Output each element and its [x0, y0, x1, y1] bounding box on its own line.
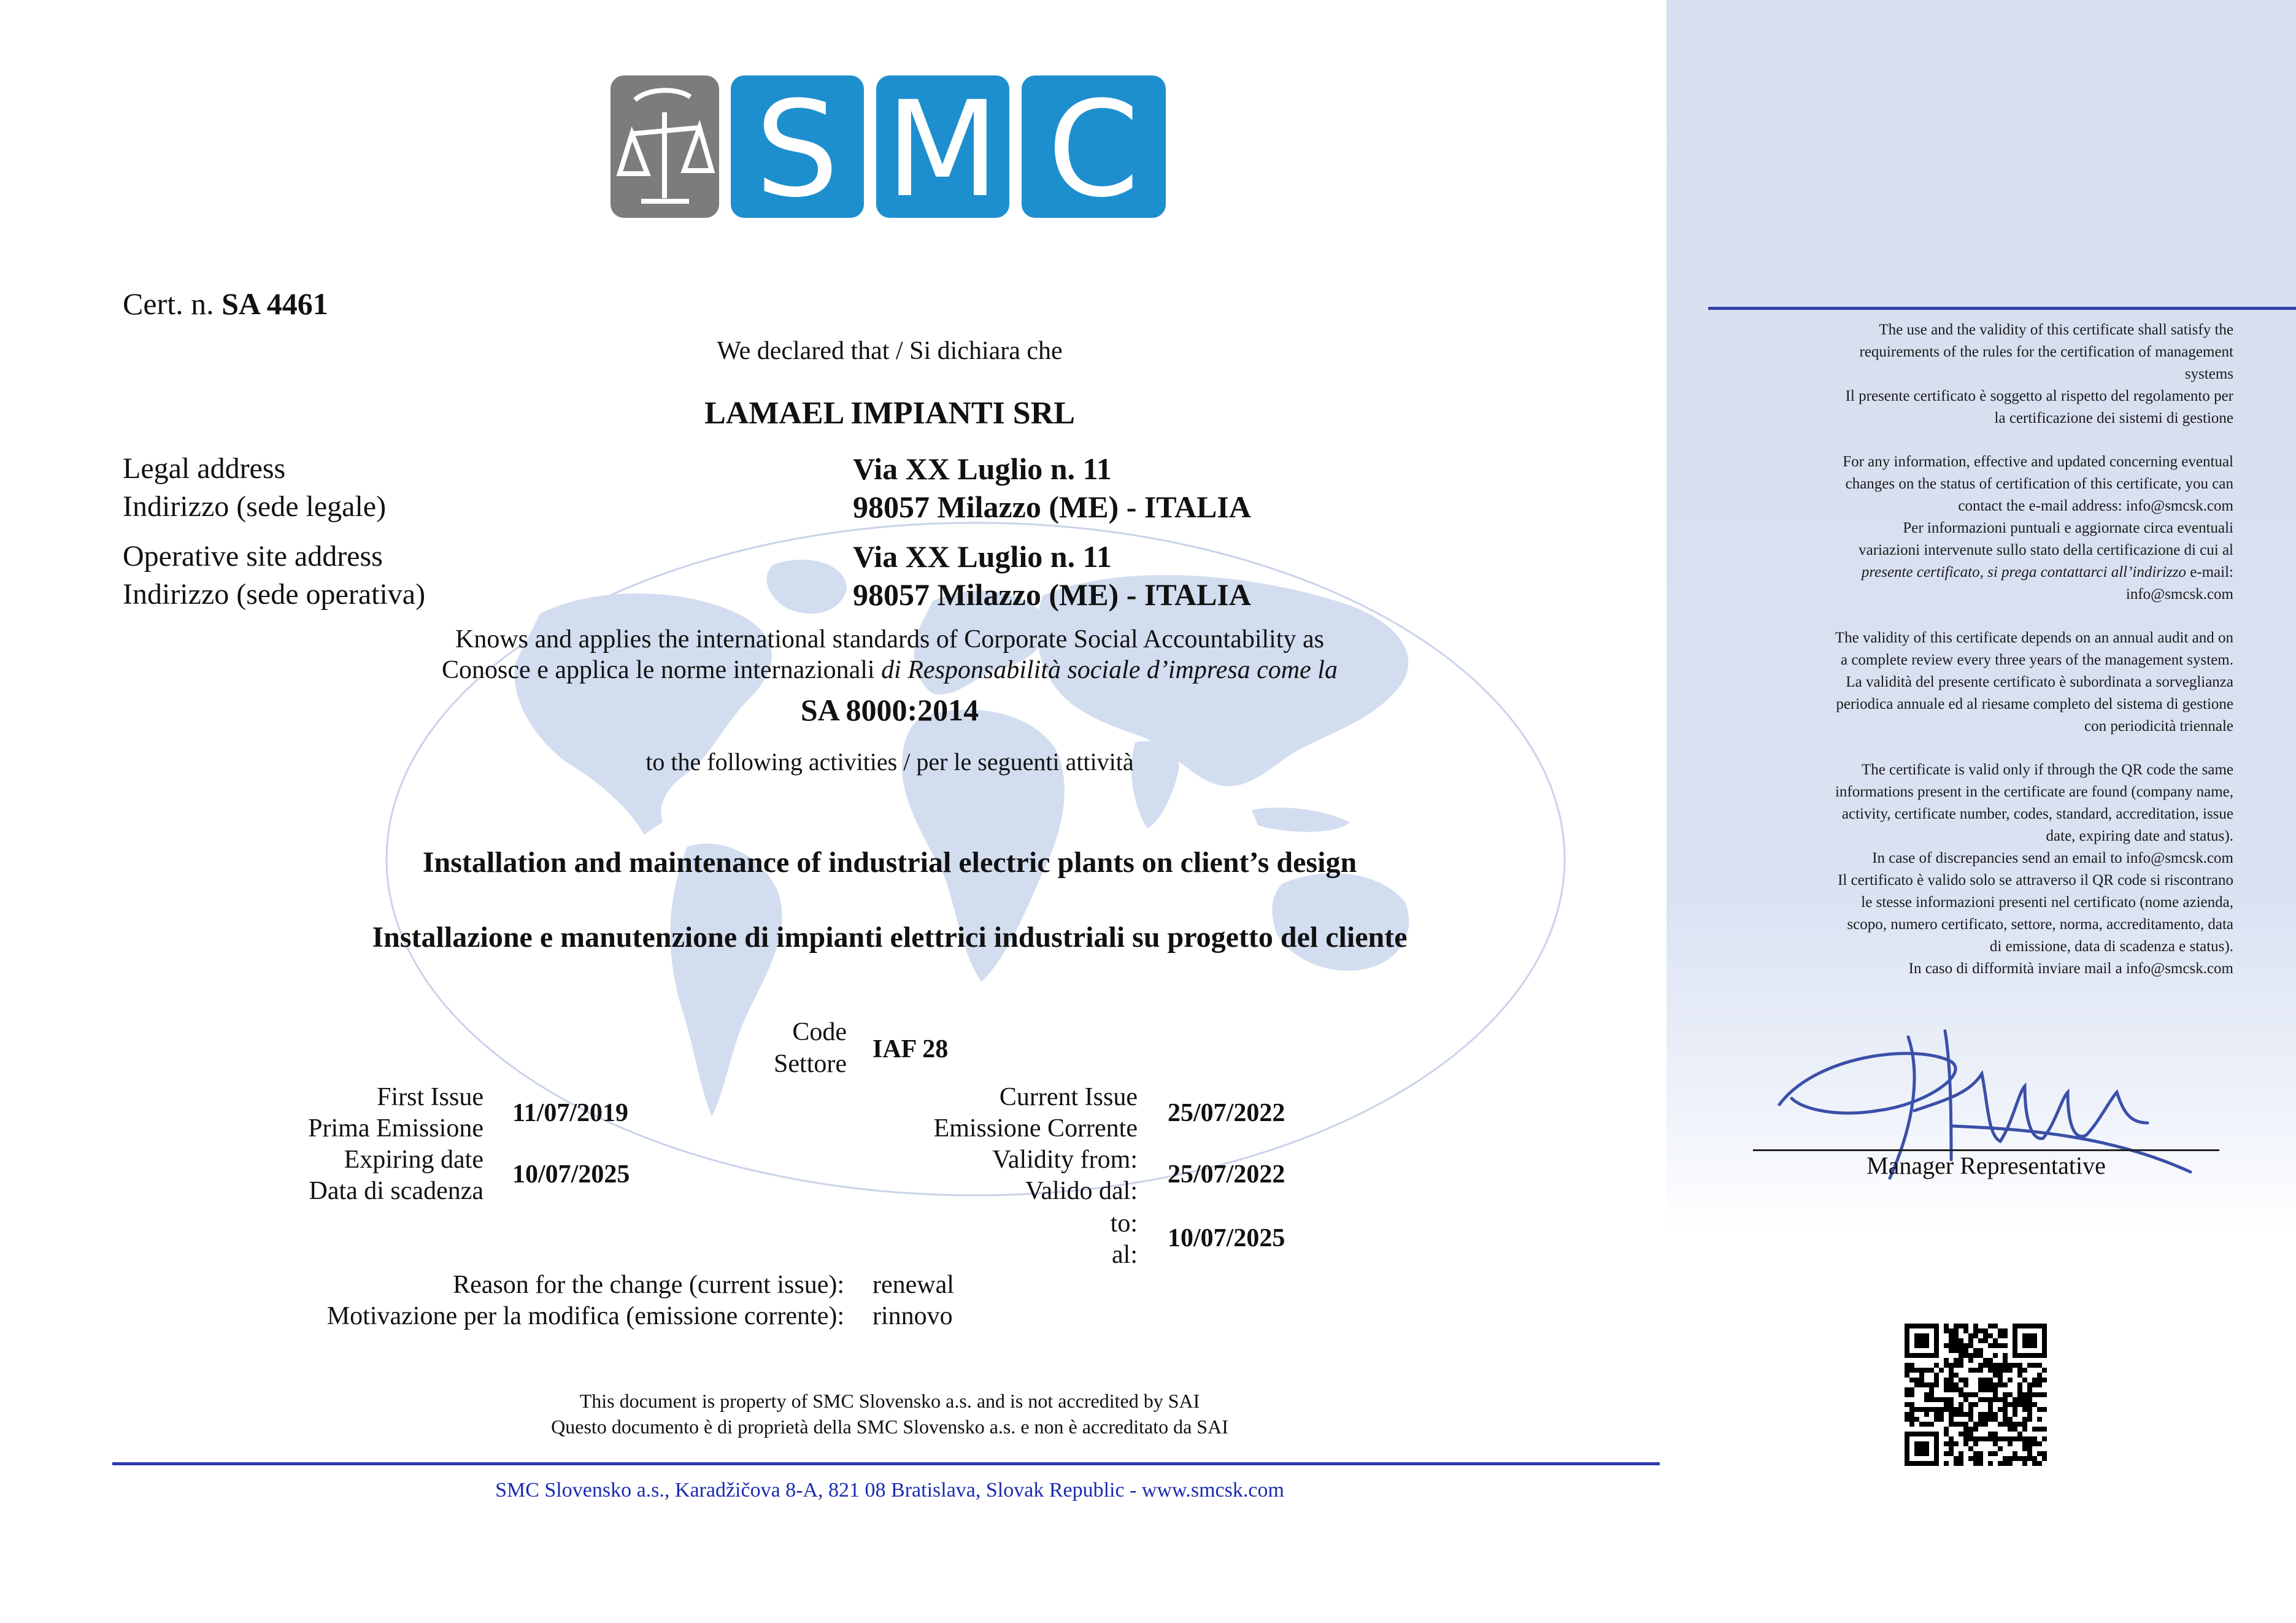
- side-note-line: The certificate is valid only if through the QR code the same: [1861, 761, 2233, 778]
- standard-intro-it-plain: Conosce e applica le norme internazionali: [442, 656, 882, 684]
- side-divider: [1708, 307, 2296, 310]
- side-note-line: In caso di difformità inviare mail a info@smcsk.com: [1908, 960, 2233, 977]
- side-note-line: requirements of the rules for the certification of management: [1859, 344, 2233, 360]
- validity-from-label-en: Validity from:: [992, 1146, 1138, 1174]
- validity-to-value: 10/07/2025: [1168, 1224, 1285, 1252]
- side-note-line: activity, certificate number, codes, standard, accreditation, issue: [1841, 806, 2233, 822]
- code-label-it: Settore: [774, 1050, 847, 1078]
- current-issue-value: 25/07/2022: [1168, 1099, 1285, 1127]
- side-note-contact: [1693, 451, 2233, 606]
- greenland-shape: [767, 560, 847, 614]
- side-note-line: la certificazione dei sistemi di gestione: [1994, 410, 2233, 426]
- expiring-value: 10/07/2025: [512, 1160, 630, 1189]
- side-note-line: contact the e-mail address: info@smcsk.com: [1958, 498, 2233, 514]
- standard-intro-it-italic: di Responsabilità sociale d’impresa come la: [881, 656, 1338, 684]
- side-note-validity: [1693, 627, 2233, 738]
- expiring-label-en: Expiring date: [344, 1146, 483, 1174]
- operative-address-line1: Via XX Luglio n. 11: [853, 539, 1112, 574]
- operative-address-label-en: Operative site address: [123, 540, 383, 572]
- qr-code: [1905, 1324, 2047, 1466]
- change-label-en: Reason for the change (current issue):: [453, 1271, 844, 1299]
- side-note-line: date, expiring date and status).: [2046, 828, 2233, 844]
- side-note-line: di emissione, data di scadenza e status).: [1989, 938, 2233, 955]
- change-label-it: Motivazione per la modifica (emissione corrente):: [326, 1302, 844, 1330]
- side-note-qr: [1693, 759, 2233, 980]
- legal-address-line2: 98057 Milazzo (ME) - ITALIA: [853, 490, 1251, 524]
- code-value: IAF 28: [873, 1035, 949, 1063]
- expiring-label-it: Data di scadenza: [309, 1177, 483, 1205]
- signature-label: Manager Representative: [1866, 1152, 2106, 1179]
- logo-letter-m: M: [885, 75, 1000, 218]
- side-note-line: le stesse informazioni presenti nel certificato (nome azienda,: [1861, 894, 2233, 911]
- side-note-line: Per informazioni puntuali e aggiornate circa eventuali: [1903, 520, 2233, 536]
- validity-from-label-it: Valido dal:: [1025, 1177, 1138, 1205]
- footer-divider: [112, 1462, 1660, 1465]
- side-note-line: periodica annuale ed al riesame completo del sistema di gestione: [1836, 696, 2233, 712]
- operative-address-label-it: Indirizzo (sede operativa): [123, 578, 426, 611]
- legal-address-line1: Via XX Luglio n. 11: [853, 452, 1112, 486]
- logo-letter-s: S: [755, 75, 839, 218]
- footer-note-en: This document is property of SMC Slovensko a.s. and is not accredited by SAI: [579, 1390, 1200, 1412]
- first-issue-label-it: Prima Emissione: [308, 1114, 483, 1143]
- code-label-en: Code: [792, 1018, 847, 1046]
- scope-it: Installazione e manutenzione di impianti elettrici industriali su progetto del cliente: [372, 921, 1408, 954]
- legal-address-label-it: Indirizzo (sede legale): [123, 490, 387, 523]
- validity-from-value: 25/07/2022: [1168, 1160, 1285, 1189]
- logo-letter-c: C: [1047, 75, 1140, 218]
- company-name: LAMAEL IMPIANTI SRL: [704, 396, 1075, 431]
- activities-intro: to the following activities / per le seguenti attività: [645, 748, 1134, 776]
- side-note-line: systems: [2184, 366, 2233, 382]
- side-note-line: [1693, 561, 2233, 584]
- side-note-line: Il certificato è valido solo se attraverso il QR code si riscontrano: [1838, 872, 2233, 889]
- side-note-line: The use and the validity of this certificate shall satisfy the: [1879, 322, 2233, 338]
- validity-to-label-en: to:: [1110, 1209, 1138, 1238]
- declaration-text: We declared that / Si dichiara che: [717, 337, 1063, 365]
- current-issue-label-en: Current Issue: [999, 1083, 1138, 1111]
- certificate-number-prefix: Cert. n.: [123, 287, 214, 321]
- side-note-line: scopo, numero certificato, settore, norma, accreditamento, data: [1847, 916, 2233, 933]
- side-note-line: In case of discrepancies send an email to info@smcsk.com: [1872, 850, 2233, 866]
- smc-logo: [611, 75, 1166, 218]
- footer-address: SMC Slovensko a.s., Karadžičova 8-A, 821 08 Bratislava, Slovak Republic - www.smcsk.com: [495, 1479, 1284, 1502]
- standard-intro-it: [307, 655, 1473, 685]
- change-value-en: renewal: [873, 1271, 954, 1299]
- footer-note-it: Questo documento è di proprietà della SMC Slovensko a.s. e non è accreditato da SAI: [551, 1416, 1228, 1438]
- legal-address-label-en: Legal address: [123, 452, 286, 485]
- side-note-line: For any information, effective and updated concerning eventual: [1843, 453, 2233, 470]
- side-note-line: con periodicità triennale: [2084, 718, 2233, 734]
- change-value-it: rinnovo: [873, 1302, 953, 1330]
- side-note-line: informations present in the certificate are found (company name,: [1835, 784, 2233, 800]
- side-note-line: info@smcsk.com: [2125, 586, 2233, 603]
- side-note-italic-tail: e-mail:: [2190, 564, 2233, 580]
- certificate-number-line: [123, 286, 328, 322]
- side-note-line: a complete review every three years of the management system.: [1840, 652, 2233, 668]
- side-note-line: La validità del presente certificato è subordinata a sorveglianza: [1846, 674, 2233, 690]
- first-issue-label-en: First Issue: [377, 1083, 483, 1111]
- side-note-line: The validity of this certificate depends on an annual audit and on: [1835, 630, 2233, 646]
- side-note-line: changes on the status of certification of this certificate, you can: [1845, 476, 2233, 492]
- standard-intro-en: Knows and applies the international standards of Corporate Social Accountability as: [455, 625, 1324, 653]
- standard-name: SA 8000:2014: [800, 693, 979, 727]
- operative-address-line2: 98057 Milazzo (ME) - ITALIA: [853, 577, 1251, 612]
- side-note-usage: [1693, 319, 2233, 430]
- current-issue-label-it: Emissione Corrente: [933, 1114, 1138, 1143]
- side-note-italic: presente certificato, si prega contattarci all’indirizzo: [1861, 564, 2190, 580]
- side-note-line: variazioni intervenute sullo stato della certificazione di cui al: [1859, 542, 2233, 558]
- scope-en: Installation and maintenance of industrial electric plants on client’s design: [422, 846, 1357, 879]
- certificate-number: SA 4461: [222, 287, 328, 321]
- side-note-line: Il presente certificato è soggetto al rispetto del regolamento per: [1845, 388, 2233, 404]
- first-issue-value: 11/07/2019: [512, 1099, 629, 1127]
- validity-to-label-it: al:: [1112, 1241, 1138, 1269]
- indonesia-shape: [1252, 808, 1350, 832]
